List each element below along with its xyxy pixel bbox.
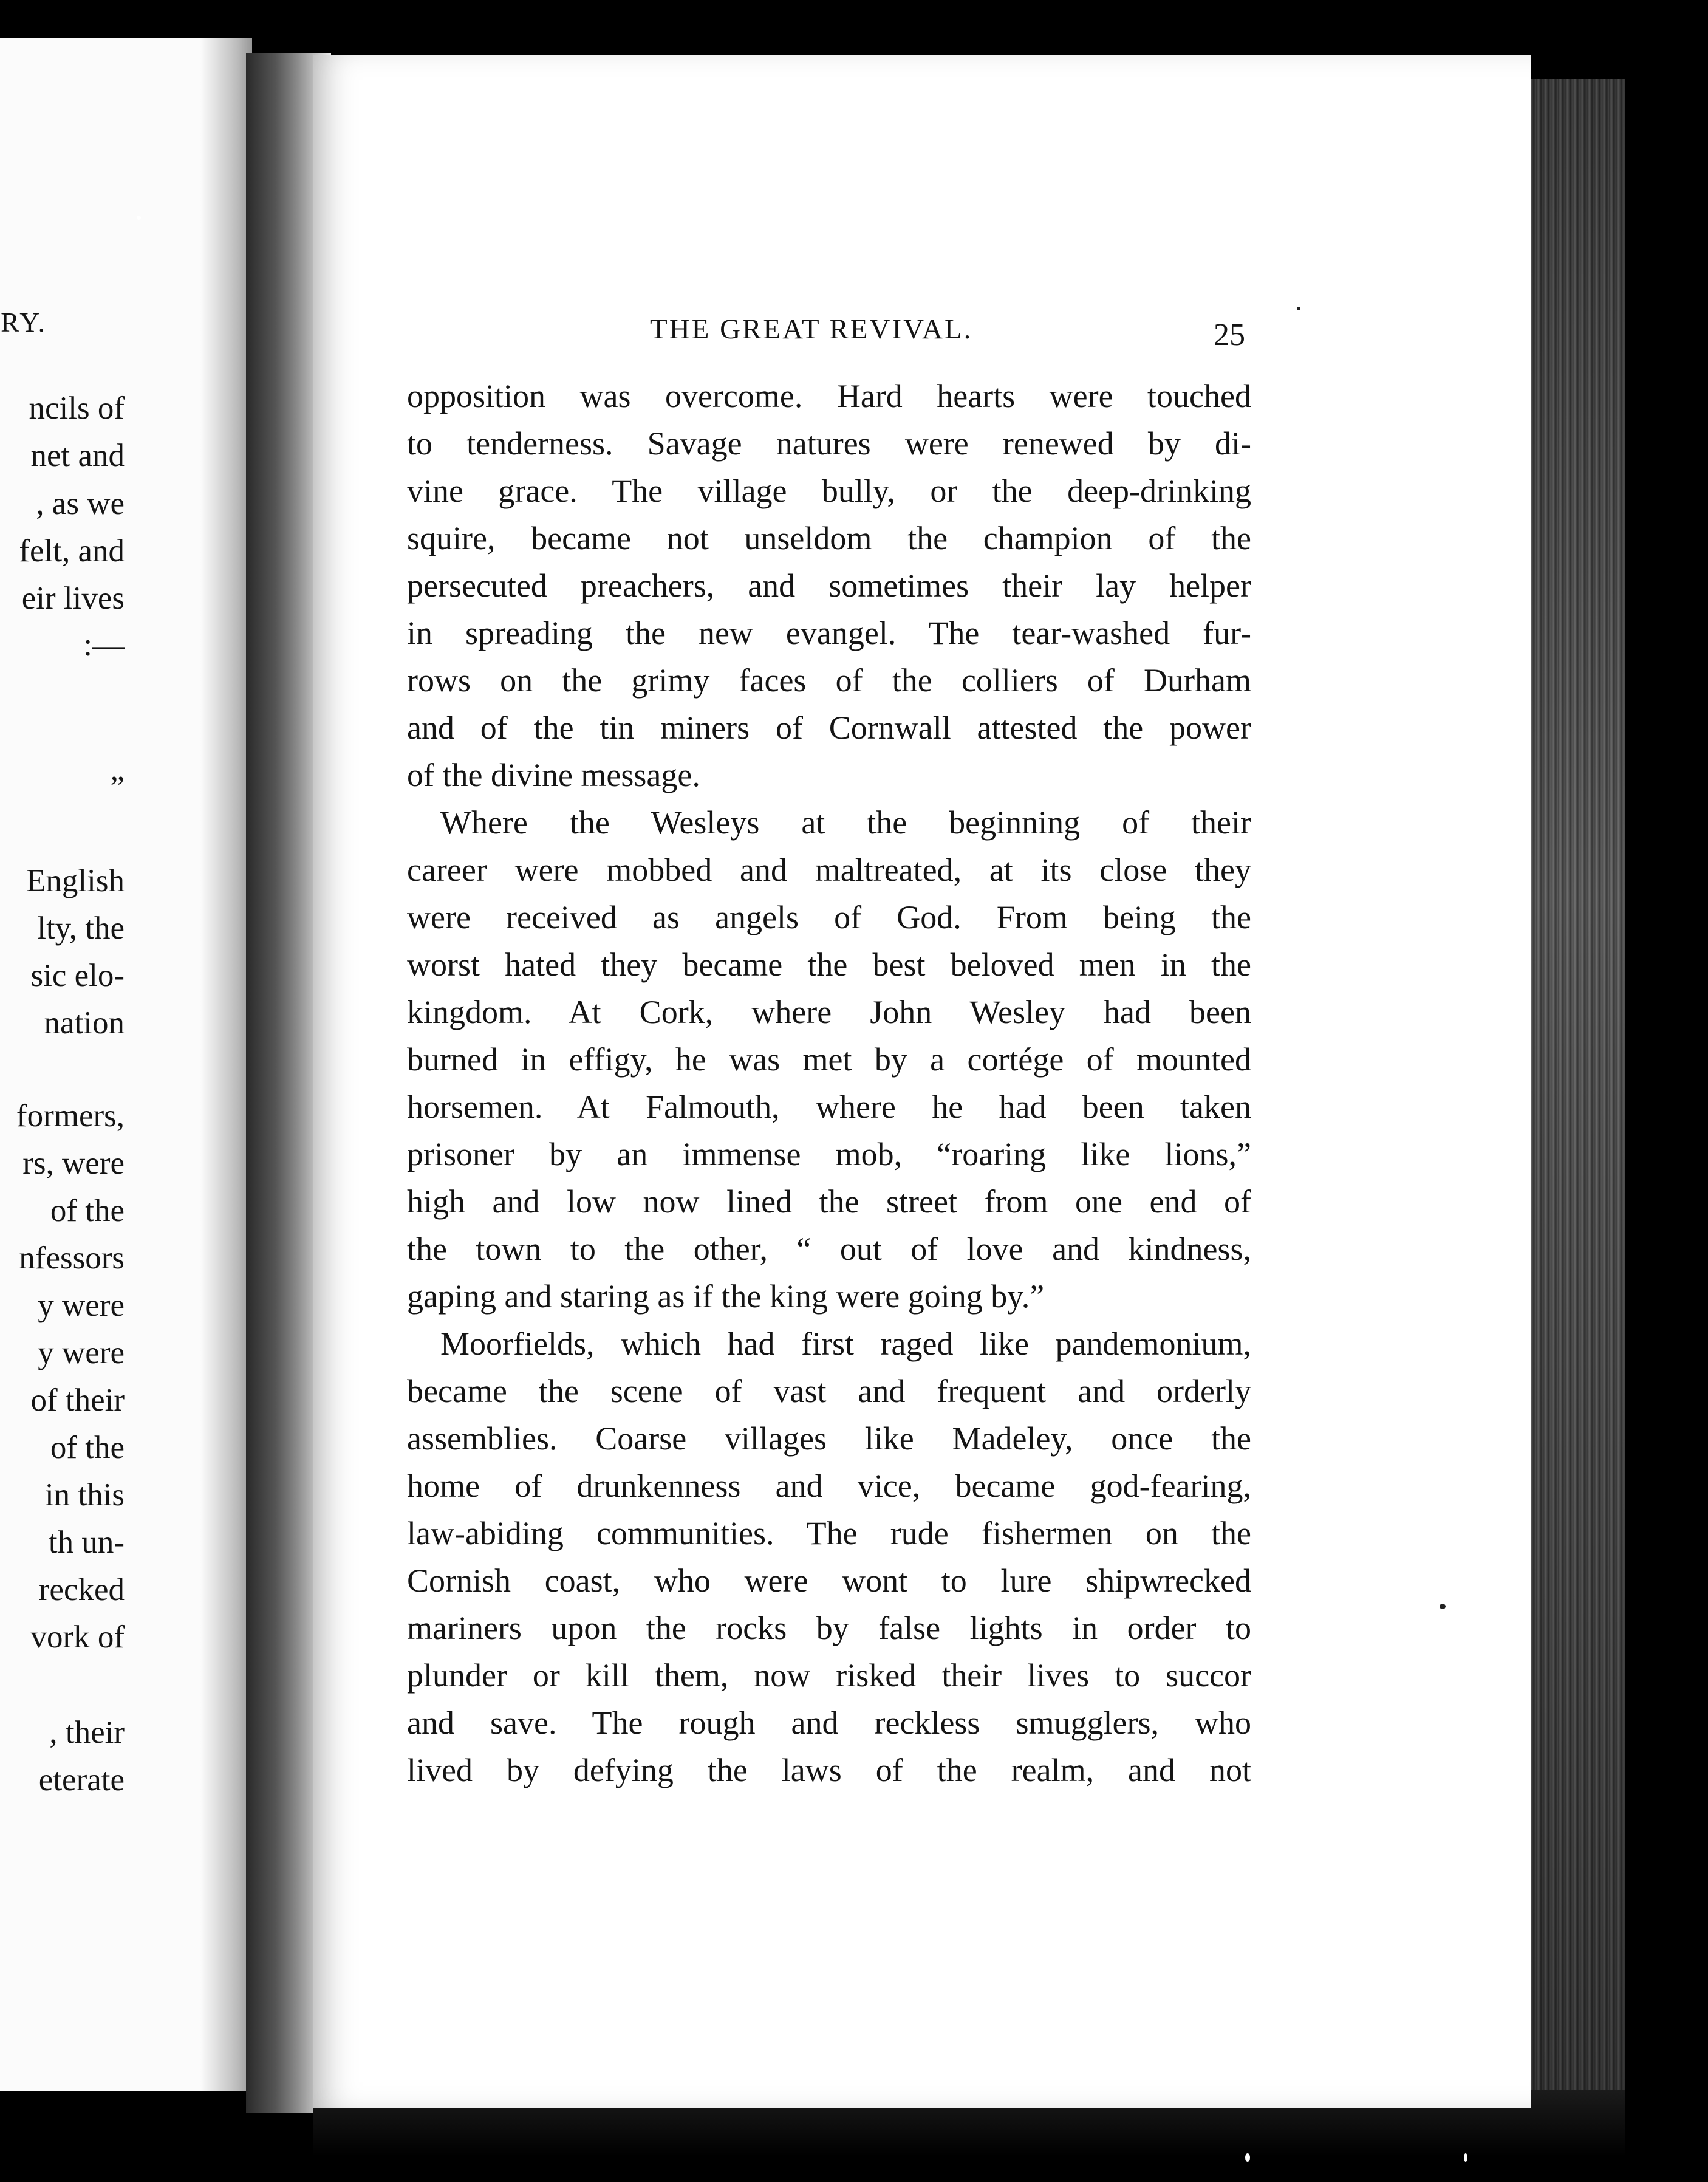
facing-line: :—: [83, 628, 125, 663]
scan-speck: [1245, 2153, 1250, 2162]
text-line: vine grace. The village bully, or the deep-drinking: [407, 473, 1251, 509]
text-line: squire, became not unseldom the champion of the: [407, 520, 1251, 556]
text-line: mariners upon the rocks by false lights in order to: [407, 1610, 1251, 1646]
text-line: home of drunkenness and vice, became god-fearing,: [407, 1468, 1251, 1504]
facing-line: eterate: [38, 1762, 125, 1797]
facing-line: ncils of: [29, 391, 125, 426]
page-number: 25: [1214, 318, 1245, 352]
text-line: in spreading the new evangel. The tear-washed fur-: [407, 615, 1251, 651]
text-line: gaping and staring as if the king were going by.”: [407, 1278, 1045, 1315]
facing-line: , their: [49, 1715, 125, 1750]
facing-line: sic elo-: [30, 958, 125, 993]
text-line: persecuted preachers, and sometimes their lay helper: [407, 567, 1251, 604]
text-line: Where the Wesleys at the beginning of their: [440, 804, 1251, 841]
facing-line: rs, were: [22, 1146, 125, 1181]
text-line: burned in effigy, he was met by a cortége of mounted: [407, 1041, 1251, 1078]
text-line: the town to the other, “ out of love and kindness,: [407, 1231, 1251, 1267]
text-line: Moorfields, which had first raged like pandemonium,: [440, 1325, 1251, 1362]
text-line: became the scene of vast and frequent and orderly: [407, 1373, 1251, 1409]
page-edges-shade: [1522, 79, 1625, 2120]
facing-line: y were: [38, 1335, 125, 1370]
facing-line: y were: [38, 1288, 125, 1323]
text-line: horsemen. At Falmouth, where he had been taken: [407, 1089, 1251, 1125]
facing-line: of the: [50, 1193, 125, 1228]
facing-line: in this: [44, 1477, 125, 1513]
text-line: law-abiding communities. The rude fishermen on the: [407, 1515, 1251, 1551]
facing-line: of the: [50, 1430, 125, 1465]
facing-line: recked: [38, 1572, 125, 1607]
text-line: worst hated they became the best beloved men in the: [407, 946, 1251, 983]
text-line: rows on the grimy faces of the colliers of Durham: [407, 662, 1251, 699]
text-line: kingdom. At Cork, where John Wesley had been: [407, 994, 1251, 1030]
text-line: assemblies. Coarse villages like Madeley, once the: [407, 1420, 1251, 1457]
facing-line: nation: [44, 1005, 125, 1041]
facing-line: th un-: [48, 1525, 125, 1560]
text-line: lived by defying the laws of the realm, and not: [407, 1752, 1251, 1788]
facing-line: formers,: [16, 1098, 125, 1134]
facing-line: ”: [110, 770, 125, 805]
facing-page-running-head-fragment: RY.: [1, 307, 47, 338]
text-line: career were mobbed and maltreated, at its close they: [407, 852, 1251, 888]
scan-speck: [1297, 307, 1300, 310]
book-page: [313, 55, 1531, 2108]
facing-line: vork of: [30, 1619, 125, 1655]
text-line: and save. The rough and reckless smugglers, who: [407, 1705, 1251, 1741]
facing-line: felt, and: [19, 533, 125, 569]
facing-page-gutter-shadow: [200, 38, 252, 2091]
facing-line: of their: [30, 1383, 125, 1418]
scan-speck: [137, 216, 141, 220]
text-line: were received as angels of God. From being the: [407, 899, 1251, 935]
text-line: prisoner by an immense mob, “roaring like lions,”: [407, 1136, 1251, 1172]
facing-page: [0, 38, 252, 2091]
facing-line: eir lives: [21, 581, 125, 616]
scan-speck: [1464, 2153, 1467, 2162]
text-line: to tenderness. Savage natures were renewed by di-: [407, 425, 1251, 462]
text-line: Cornish coast, who were wont to lure shipwrecked: [407, 1562, 1251, 1599]
text-line: high and low now lined the street from one end of: [407, 1183, 1251, 1220]
facing-line: , as we: [36, 486, 125, 521]
facing-line: English: [26, 863, 125, 898]
scan-speck: [1440, 1604, 1446, 1609]
text-line: opposition was overcome. Hard hearts were touched: [407, 378, 1251, 414]
text-line: and of the tin miners of Cornwall attested the power: [407, 710, 1251, 746]
text-line: of the divine message.: [407, 757, 700, 793]
facing-line: nfessors: [19, 1240, 125, 1276]
running-head: THE GREAT REVIVAL.: [650, 313, 973, 345]
text-line: plunder or kill them, now risked their lives to succor: [407, 1657, 1251, 1694]
facing-line: lty, the: [37, 911, 125, 946]
facing-line: net and: [30, 438, 125, 473]
